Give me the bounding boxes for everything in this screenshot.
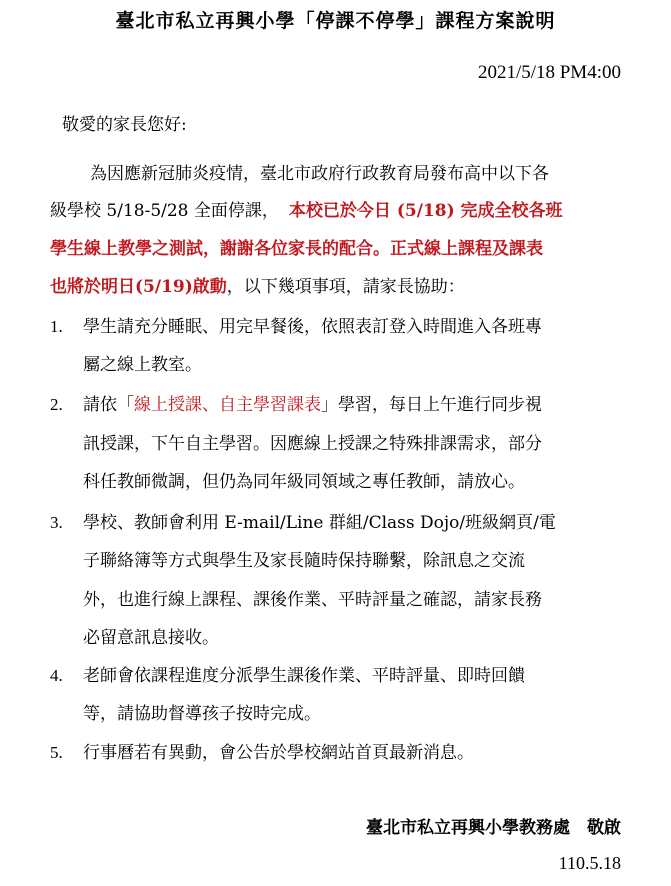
document-datetime: 2021/5/18 PM4:00 bbox=[477, 62, 621, 83]
item-number: 2. bbox=[50, 395, 63, 414]
intro-highlight-1: 本校已於今日 (5/18) 完成全校各班 bbox=[288, 201, 563, 221]
document-title: 臺北市私立再興小學「停課不停學」課程方案說明 bbox=[115, 10, 556, 32]
item-number: 1. bbox=[50, 317, 63, 336]
intro-highlight-3: 也將於明日(5/19)啟動 bbox=[50, 277, 227, 297]
list-item-3-line-2: 子聯絡簿等方式與學生及家長隨時保持聯繫，除訊息之交流 bbox=[83, 551, 525, 571]
item-number: 4. bbox=[50, 666, 63, 685]
list-item-2-line-1 bbox=[83, 394, 542, 416]
item-2-text-c: 」學習，每日上午進行同步視 bbox=[321, 395, 542, 415]
list-item-5-line-1: 行事曆若有異動，會公告於學校網站首頁最新消息。 bbox=[83, 743, 474, 763]
intro-highlight-2: 學生線上教學之測試，謝謝各位家長的配合。正式線上課程及課表 bbox=[50, 239, 543, 259]
list-item-4-line-1: 老師會依課程進度分派學生課後作業、平時評量、即時回饋 bbox=[83, 666, 525, 686]
list-item-4-line-2: 等，請協助督導孩子按時完成。 bbox=[83, 704, 321, 724]
list-item-1-line-1: 學生請充分睡眠、用完早餐後，依照表訂登入時間進入各班專 bbox=[83, 317, 542, 337]
intro-line-4-text: ，以下幾項事項，請家長協助： bbox=[226, 277, 465, 297]
list-item-3-line-3: 外，也進行線上課程、課後作業、平時評量之確認，請家長務 bbox=[83, 590, 542, 610]
intro-line-4 bbox=[50, 276, 465, 298]
item-number: 3. bbox=[50, 513, 63, 532]
list-item-1-line-2: 屬之線上教室。 bbox=[83, 355, 202, 375]
signature: 臺北市私立再興小學教務處 敬啟 bbox=[366, 818, 621, 838]
greeting: 敬愛的家長您好: bbox=[62, 115, 187, 135]
schedule-reference: 線上授課、自主學習課表 bbox=[134, 395, 321, 415]
list-item-2-line-3: 科任教師微調，但仍為同年級同領域之專任教師，請放心。 bbox=[83, 472, 525, 492]
list-item-3-line-4: 必留意訊息接收。 bbox=[83, 628, 219, 648]
item-number: 5. bbox=[50, 743, 63, 762]
item-2-text-a: 請依「 bbox=[83, 395, 134, 415]
intro-line-2 bbox=[50, 200, 563, 222]
signature-date: 110.5.18 bbox=[558, 853, 621, 873]
list-item-3-line-1: 學校、教師會利用 E-mail/Line 群組/Class Dojo/班級網頁/電 bbox=[83, 513, 556, 533]
intro-line-1: 為因應新冠肺炎疫情，臺北市政府行政教育局發布高中以下各 bbox=[90, 164, 549, 184]
intro-line-2-text: 級學校 5/18-5/28 全面停課， bbox=[50, 201, 279, 221]
list-item-2-line-2: 訊授課，下午自主學習。因應線上授課之特殊排課需求，部分 bbox=[83, 434, 542, 454]
